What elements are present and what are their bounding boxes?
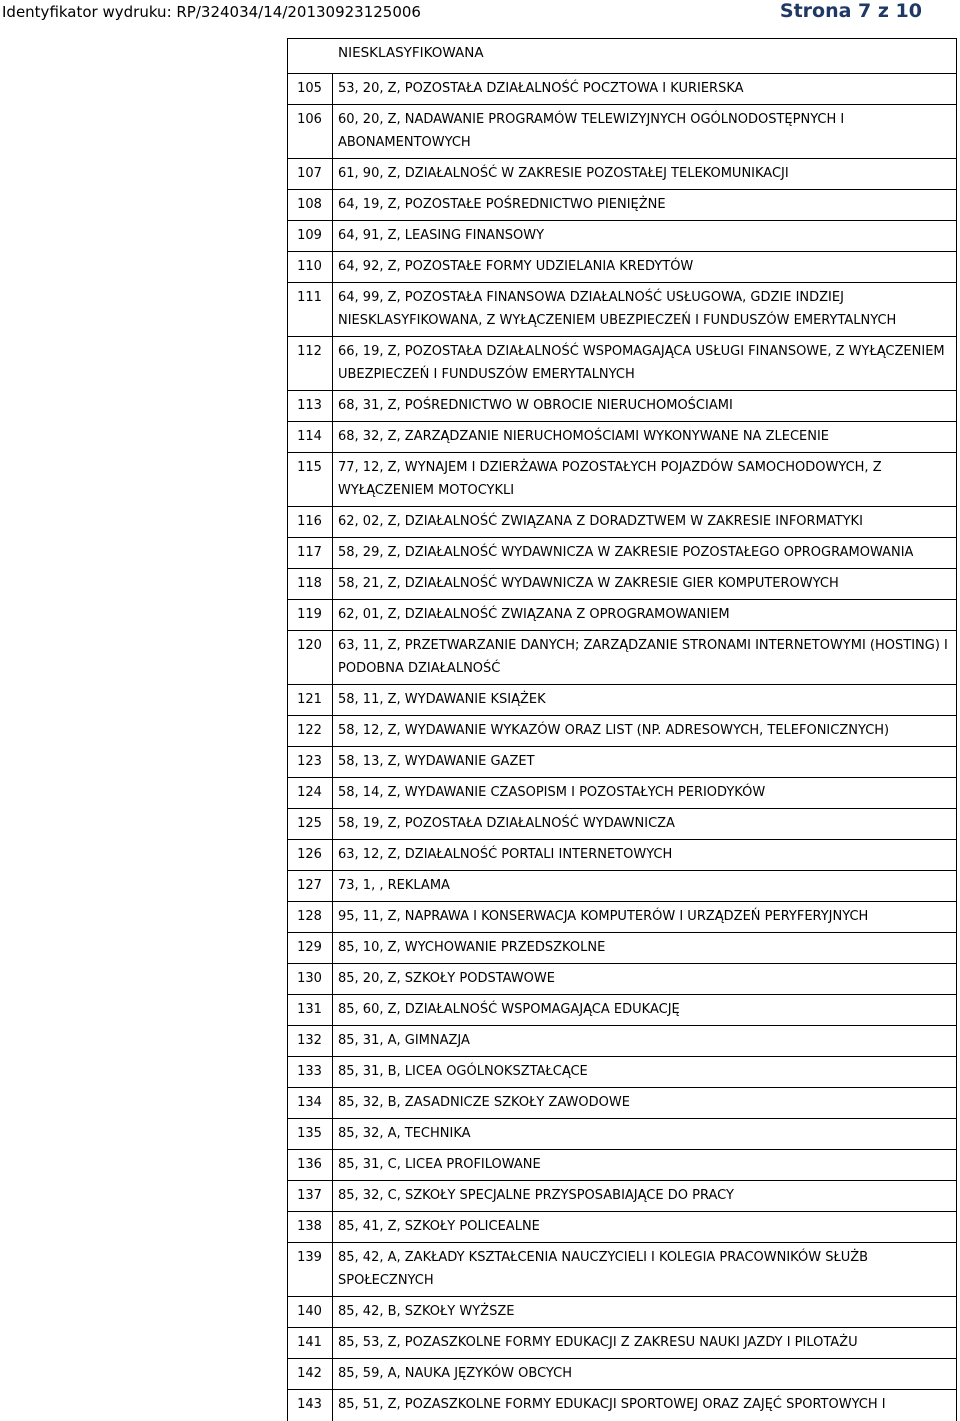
row-number: 141 [297,1335,322,1350]
table-row [287,220,957,251]
row-description: 85, 60, Z, DZIAŁALNOŚĆ WSPOMAGAJĄCA EDUKACJĘ [338,1002,680,1017]
row-number: 105 [297,81,322,96]
row-description: 85, 31, C, LICEA PROFILOWANE [338,1157,541,1172]
row-number: 123 [297,754,322,769]
row-number: 132 [297,1033,322,1048]
row-number: 143 [297,1397,322,1412]
row-description: 58, 12, Z, WYDAWANIE WYKAZÓW ORAZ LIST (NP. ADRESOWYCH, TELEFONICZNYCH) [338,723,890,738]
row-number: 126 [297,847,322,862]
row-description: 85, 51, Z, POZASZKOLNE FORMY EDUKACJI SPORTOWEJ ORAZ ZAJĘĆ SPORTOWYCH I [338,1397,886,1412]
table-row [287,1327,957,1358]
table-row [287,158,957,189]
row-description: 53, 20, Z, POZOSTAŁA DZIAŁALNOŚĆ POCZTOWA I KURIERSKA [338,81,744,96]
row-description: 68, 31, Z, POŚREDNICTWO W OBROCIE NIERUCHOMOŚCIAMI [338,398,733,413]
table-row [287,251,957,282]
table-row [287,1389,957,1420]
row-number: 131 [297,1002,322,1017]
table-row [287,1025,957,1056]
row-description: 85, 31, A, GIMNAZJA [338,1033,470,1048]
row-number: 117 [297,545,322,560]
row-number: 114 [297,429,322,444]
row-description: 66, 19, Z, POZOSTAŁA DZIAŁALNOŚĆ WSPOMAGAJĄCA USŁUGI FINANSOWE, Z WYŁĄCZENIEM UBEZPIECZEŃ I FUNDUSZÓW EMERYTALNYCH [338,344,945,382]
row-description: 85, 32, B, ZASADNICZE SZKOŁY ZAWODOWE [338,1095,630,1110]
table-row [287,537,957,568]
row-number: 106 [297,112,322,127]
row-number: 127 [297,878,322,893]
row-description: 63, 11, Z, PRZETWARZANIE DANYCH; ZARZĄDZANIE STRONAMI INTERNETOWYMI (HOSTING) I PODOBNA DZIAŁALNOŚĆ [338,638,948,676]
row-number: 128 [297,909,322,924]
table-row [287,746,957,777]
table-row [287,506,957,537]
table-row [287,901,957,932]
row-number: 116 [297,514,322,529]
row-number: 121 [297,692,322,707]
row-description: 64, 91, Z, LEASING FINANSOWY [338,228,545,243]
page-number: Strona 7 z 10 [779,0,922,22]
row-number: 110 [297,259,322,274]
table-row [287,390,957,421]
table-row [287,1211,957,1242]
row-description: 85, 53, Z, POZASZKOLNE FORMY EDUKACJI Z ZAKRESU NAUKI JAZDY I PILOTAŻU [338,1335,858,1350]
row-description: 85, 41, Z, SZKOŁY POLICEALNE [338,1219,540,1234]
table-row [287,1087,957,1118]
page-header [0,0,960,26]
row-number: 118 [297,576,322,591]
row-description: 77, 12, Z, WYNAJEM I DZIERŻAWA POZOSTAŁYCH POJAZDÓW SAMOCHODOWYCH, Z WYŁĄCZENIEM MOTOCYKLI [338,460,882,498]
table-row [287,1242,957,1296]
table-row [287,1118,957,1149]
table-row [287,963,957,994]
row-number: 125 [297,816,322,831]
row-description: 62, 01, Z, DZIAŁALNOŚĆ ZWIĄZANA Z OPROGRAMOWANIEM [338,607,730,622]
table-row [287,630,957,684]
row-number: 140 [297,1304,322,1319]
table-row [287,282,957,336]
table-row [287,932,957,963]
row-description: 58, 21, Z, DZIAŁALNOŚĆ WYDAWNICZA W ZAKRESIE GIER KOMPUTEROWYCH [338,576,839,591]
row-description: 85, 32, A, TECHNIKA [338,1126,471,1141]
row-description: 62, 02, Z, DZIAŁALNOŚĆ ZWIĄZANA Z DORADZTWEM W ZAKRESIE INFORMATYKI [338,514,863,529]
row-number: 107 [297,166,322,181]
row-description: 85, 10, Z, WYCHOWANIE PRZEDSZKOLNE [338,940,606,955]
table-row [287,73,957,104]
row-description: 73, 1, , REKLAMA [338,878,450,893]
row-description: 85, 42, A, ZAKŁADY KSZTAŁCENIA NAUCZYCIELI I KOLEGIA PRACOWNIKÓW SŁUŻB SPOŁECZNYCH [338,1250,869,1288]
print-identifier: Identyfikator wydruku: RP/324034/14/20130923125006 [2,3,421,21]
table-row [287,1358,957,1389]
row-number: 120 [297,638,322,653]
table-row [287,1296,957,1327]
row-number: 134 [297,1095,322,1110]
row-description: 58, 19, Z, POZOSTAŁA DZIAŁALNOŚĆ WYDAWNICZA [338,816,675,831]
row-description: 85, 32, C, SZKOŁY SPECJALNE PRZYSPOSABIAJĄCE DO PRACY [338,1188,734,1203]
row-description: 64, 19, Z, POZOSTAŁE POŚREDNICTWO PIENIĘŻNE [338,197,666,212]
row-number: 124 [297,785,322,800]
row-description: 63, 12, Z, DZIAŁALNOŚĆ PORTALI INTERNETOWYCH [338,847,673,862]
row-description: 61, 90, Z, DZIAŁALNOŚĆ W ZAKRESIE POZOSTAŁEJ TELEKOMUNIKACJI [338,166,789,181]
table-title: NIESKLASYFIKOWANA [338,45,484,61]
table-row [287,336,957,390]
row-number: 135 [297,1126,322,1141]
row-description: 85, 31, B, LICEA OGÓLNOKSZTAŁCĄCE [338,1064,588,1079]
row-number: 112 [297,344,322,359]
row-description: 85, 42, B, SZKOŁY WYŻSZE [338,1304,515,1319]
table-row [287,715,957,746]
table-row [287,870,957,901]
row-description: 58, 14, Z, WYDAWANIE CZASOPISM I POZOSTAŁYCH PERIODYKÓW [338,785,766,800]
row-number: 136 [297,1157,322,1172]
table-row [287,839,957,870]
table-row [287,452,957,506]
table-row [287,994,957,1025]
row-description: 68, 32, Z, ZARZĄDZANIE NIERUCHOMOŚCIAMI WYKONYWANE NA ZLECENIE [338,429,830,444]
row-number: 122 [297,723,322,738]
row-number: 142 [297,1366,322,1381]
row-number: 133 [297,1064,322,1079]
row-number: 109 [297,228,322,243]
row-description: 60, 20, Z, NADAWANIE PROGRAMÓW TELEWIZYJNYCH OGÓLNODOSTĘPNYCH I ABONAMENTOWYCH [338,112,845,150]
row-number: 130 [297,971,322,986]
row-description: 58, 29, Z, DZIAŁALNOŚĆ WYDAWNICZA W ZAKRESIE POZOSTAŁEGO OPROGRAMOWANIA [338,545,914,560]
table-row [287,1056,957,1087]
row-description: 64, 99, Z, POZOSTAŁA FINANSOWA DZIAŁALNOŚĆ USŁUGOWA, GDZIE INDZIEJ NIESKLASYFIKOWANA, Z WYŁĄCZENIEM UBEZPIECZEŃ I FUNDUSZÓW EMERYTALNYCH [338,290,897,328]
row-description: 95, 11, Z, NAPRAWA I KONSERWACJA KOMPUTERÓW I URZĄDZEŃ PERYFERYJNYCH [338,909,869,924]
row-number: 111 [297,290,322,305]
row-number: 108 [297,197,322,212]
row-number: 129 [297,940,322,955]
row-description: 58, 13, Z, WYDAWANIE GAZET [338,754,535,769]
table-row [287,568,957,599]
table-row [287,599,957,630]
row-description: 64, 92, Z, POZOSTAŁE FORMY UDZIELANIA KREDYTÓW [338,259,694,274]
row-number: 115 [297,460,322,475]
table-row [287,684,957,715]
row-number: 119 [297,607,322,622]
table-row [287,104,957,158]
table-row [287,421,957,452]
table-row [287,1180,957,1211]
table-row [287,189,957,220]
table-row [287,777,957,808]
row-description: 58, 11, Z, WYDAWANIE KSIĄŻEK [338,692,546,707]
row-number: 139 [297,1250,322,1265]
row-number: 138 [297,1219,322,1234]
table-row [287,1149,957,1180]
row-description: 85, 20, Z, SZKOŁY PODSTAWOWE [338,971,555,986]
table-row [287,808,957,839]
row-description: 85, 59, A, NAUKA JĘZYKÓW OBCYCH [338,1366,573,1381]
row-number: 137 [297,1188,322,1203]
row-number: 113 [297,398,322,413]
